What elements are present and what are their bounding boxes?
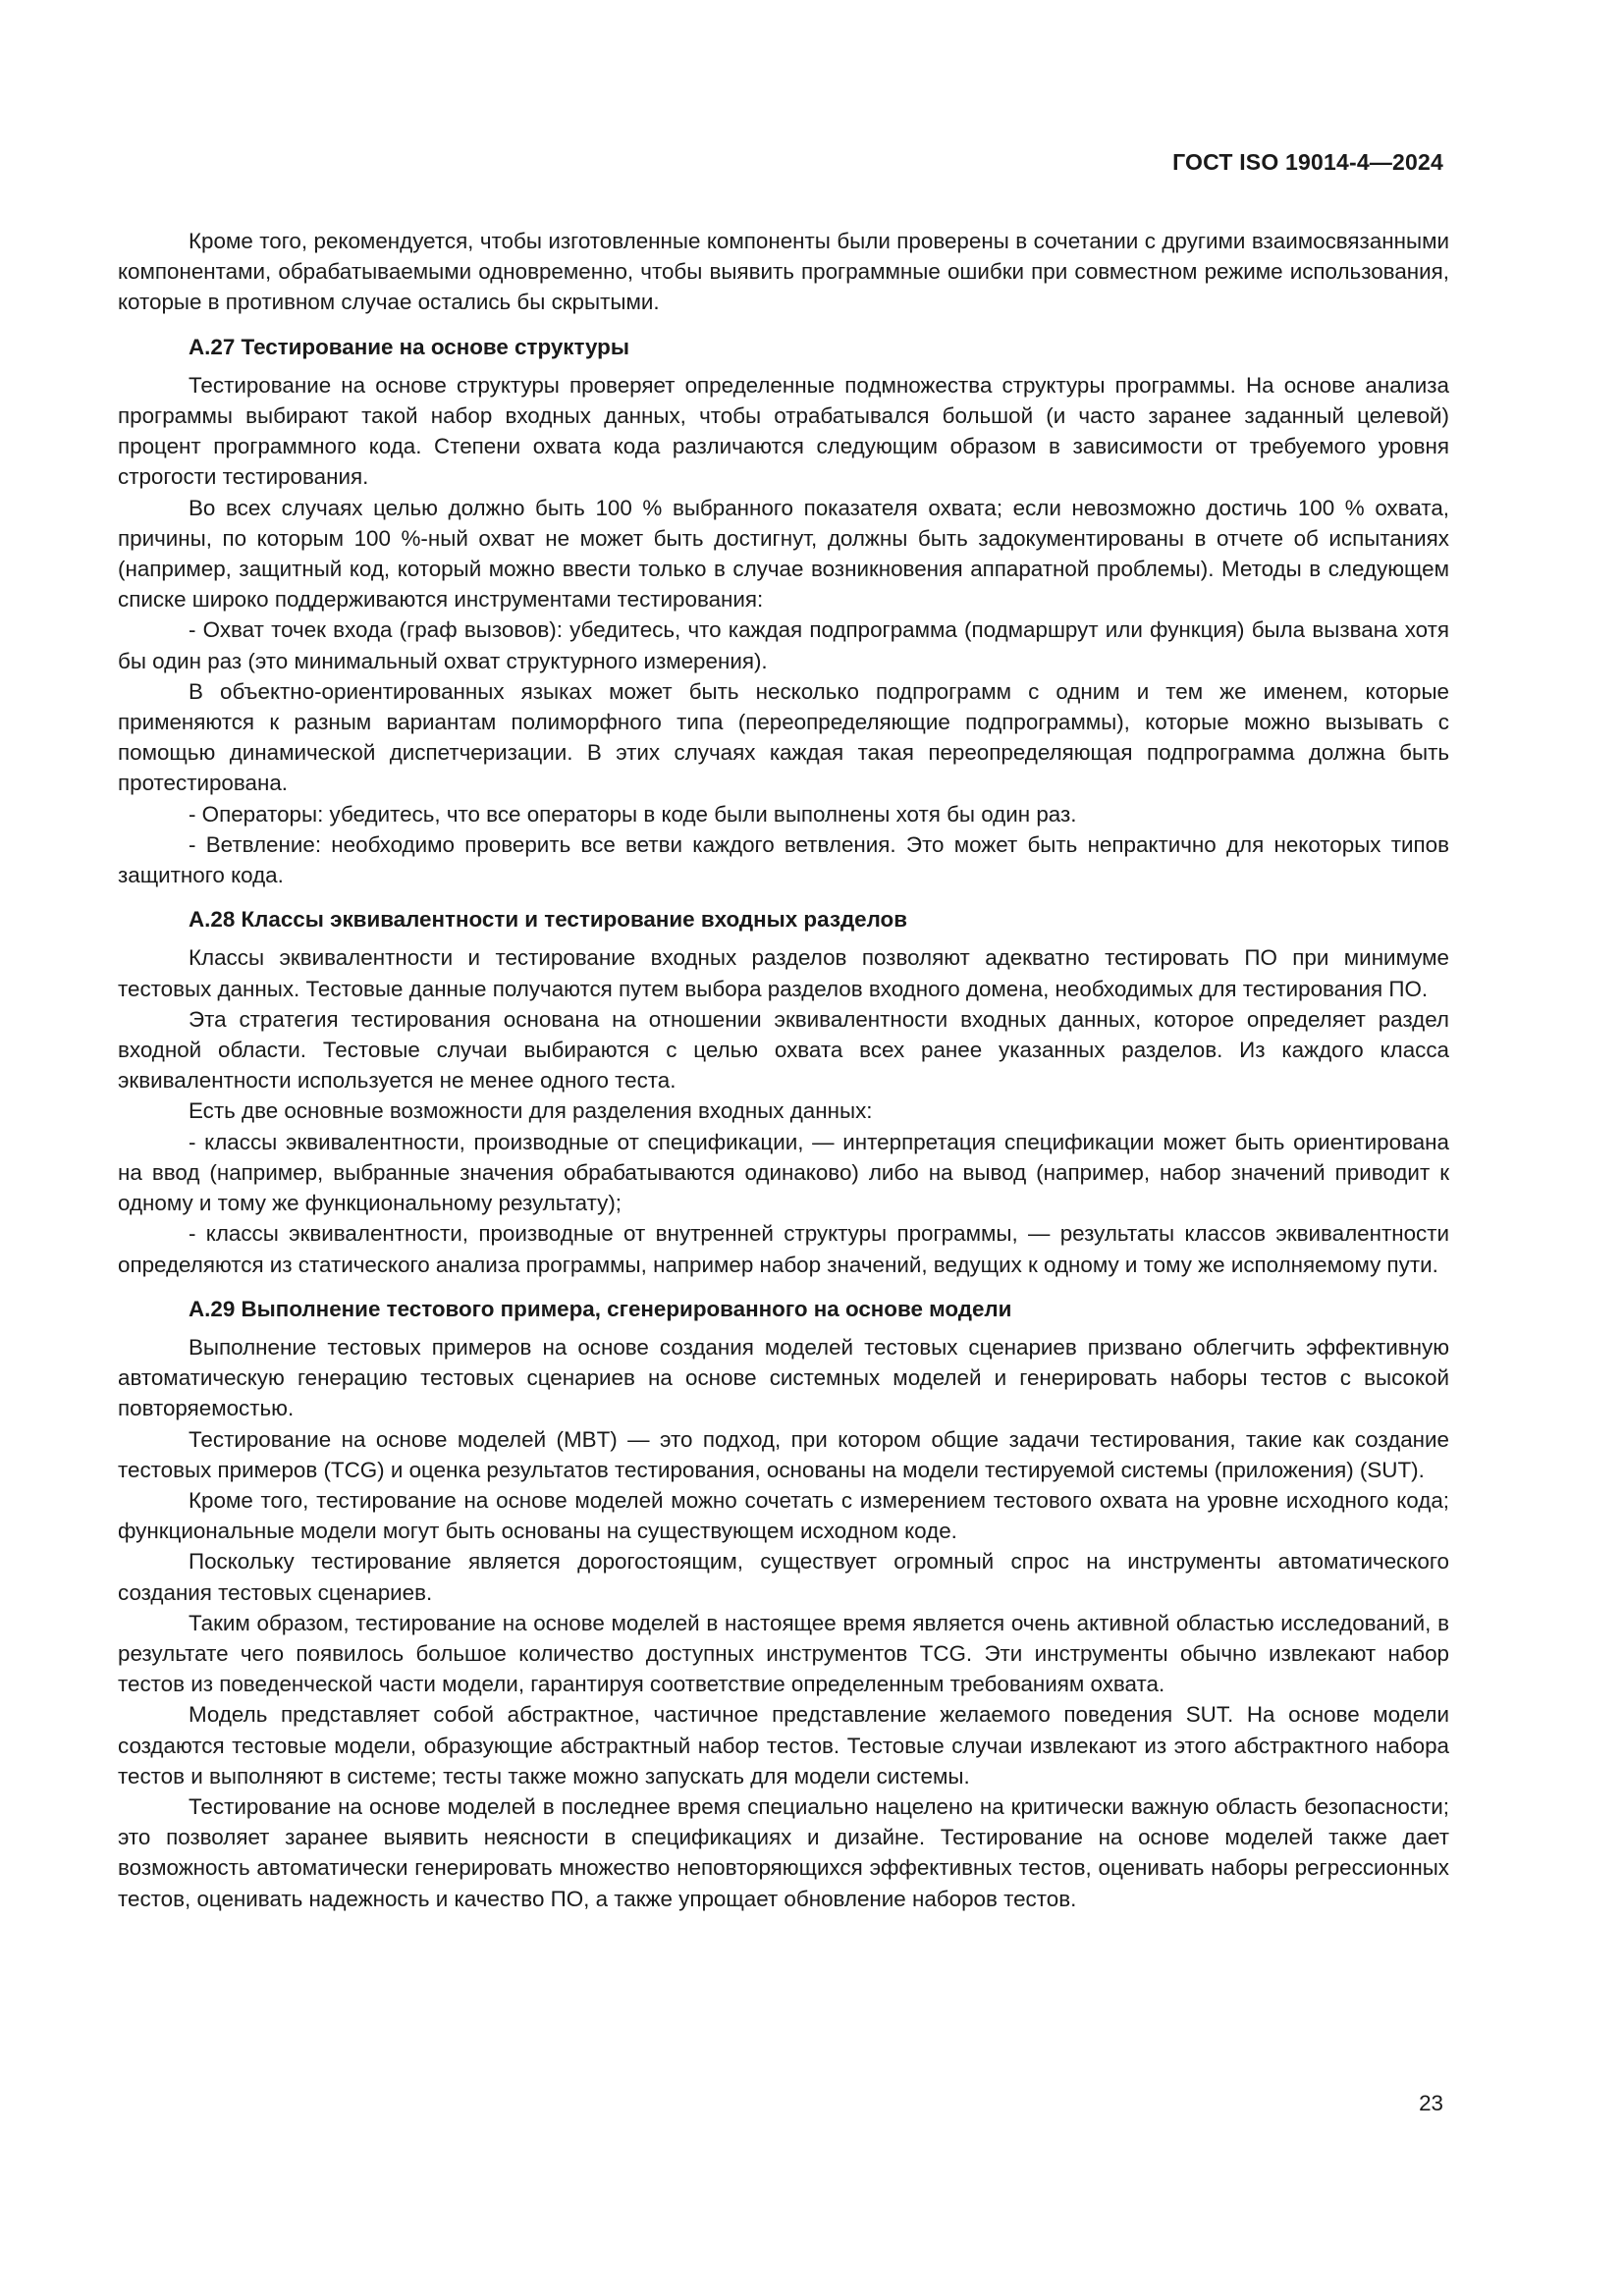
paragraph: Классы эквивалентности и тестирование входных разделов позволяют адекватно тестировать ПО при минимуме тестовых данных. Тестовые данные получаются путем выбора разделов входного домена, необходимых для тестирования ПО. [118, 945, 1449, 1001]
page-number: 23 [1419, 2091, 1443, 2115]
paragraph: Во всех случаях целью должно быть 100 % выбранного показателя охвата; если невозможно достичь 100 % охвата, причины, по которым 100 %-ный охват не может быть достигнут, должны быть задокументированы в отчете об испытаниях (например, защитный код, который можно ввести только в случае возникновения аппаратной проблемы). Методы в следующем списке широко поддерживаются инструментами тестирования: [118, 495, 1449, 613]
paragraph: В объектно-ориентированных языках может быть несколько подпрограмм с одним и тем же именем, которые применяются к разным вариантам полиморфного типа (переопределяющие подпрограммы), которые можно вызывать с помощью динамической диспетчеризации. В этих случаях каждая такая переопределяющая подпрограмма должна быть протестирована. [118, 678, 1449, 796]
list-item: - классы эквивалентности, производные от внутренней структуры программы, — результаты классов эквивалентности определяются из статического анализа программы, например набор значений, ведущих к одному и тому же исполняемому пути. [118, 1221, 1449, 1277]
section-heading-a29: А.29 Выполнение тестового примера, сгенерированного на основе модели [189, 1296, 1012, 1321]
document-header: ГОСТ ISO 19014-4—2024 [1172, 149, 1443, 175]
list-item: - классы эквивалентности, производные от спецификации, — интерпретация спецификации может быть ориентирована на ввод (например, выбранные значения обрабатываются одинаково) либо на вывод (например, набор значений приводит к одному и тому же функциональному результату); [118, 1129, 1449, 1216]
paragraph: Тестирование на основе моделей в последнее время специально нацелено на критически важную область безопасности; это позволяет заранее выявить неясности в спецификациях и дизайне. Тестирование на основе моделей также дает возможность автоматически генерировать множество неповторяющихся эффективных тестов, оценивать наборы регрессионных тестов, оценивать надежность и качество ПО, а также упрощает обновление наборов тестов. [118, 1793, 1449, 1911]
paragraph: Поскольку тестирование является дорогостоящим, существует огромный спрос на инструменты автоматического создания тестовых сценариев. [118, 1549, 1449, 1605]
list-item: - Операторы: убедитесь, что все операторы в коде были выполнены хотя бы один раз. [189, 801, 1077, 827]
paragraph: Таким образом, тестирование на основе моделей в настоящее время является очень активной областью исследований, в результате чего появилось большое количество доступных инструментов TCG. Эти инструменты обычно извлекают набор тестов из поведенческой части модели, гарантируя соответствие определенным требованиям охвата. [118, 1610, 1449, 1697]
section-heading-a27: А.27 Тестирование на основе структуры [189, 334, 629, 359]
document-body [118, 226, 1449, 1914]
paragraph: Кроме того, рекомендуется, чтобы изготовленные компоненты были проверены в сочетании с другими взаимосвязанными компонентами, обрабатываемыми одновременно, чтобы выявить программные ошибки при совместном режиме использования, которые в противном случае остались бы скрытыми. [118, 229, 1449, 315]
paragraph: Эта стратегия тестирования основана на отношении эквивалентности входных данных, которое определяет раздел входной области. Тестовые случаи выбираются с целью охвата всех ранее указанных разделов. Из каждого класса эквивалентности используется не менее одного теста. [118, 1006, 1449, 1094]
paragraph: Тестирование на основе структуры проверяет определенные подмножества структуры программы. На основе анализа программы выбирают такой набор входных данных, чтобы отрабатывался большой (и часто заранее заданный целевой) процент программного кода. Степени охвата кода различаются следующим образом в зависимости от требуемого уровня строгости тестирования. [118, 372, 1449, 490]
paragraph: Есть две основные возможности для разделения входных данных: [189, 1098, 873, 1124]
list-item: - Ветвление: необходимо проверить все ветви каждого ветвления. Это может быть непрактично для некоторых типов защитного кода. [118, 831, 1449, 888]
paragraph: Кроме того, тестирование на основе моделей можно сочетать с измерением тестового охвата на уровне исходного кода; функциональные модели могут быть основаны на существующем исходном коде. [118, 1487, 1449, 1544]
section-heading-a28: А.28 Классы эквивалентности и тестирование входных разделов [189, 907, 907, 933]
list-item: - Охват точек входа (граф вызовов): убедитесь, что каждая подпрограмма (подмаршрут или функция) была вызвана хотя бы один раз (это минимальный охват структурного измерения). [118, 617, 1449, 673]
paragraph: Выполнение тестовых примеров на основе создания моделей тестовых сценариев призвано облегчить эффективную автоматическую генерацию тестовых сценариев на основе системных моделей и генерировать наборы тестов с высокой повторяемостью. [118, 1334, 1449, 1421]
paragraph: Модель представляет собой абстрактное, частичное представление желаемого поведения SUT. На основе модели создаются тестовые модели, образующие абстрактный набор тестов. Тестовые случаи извлекают из этого абстрактного набора тестов и выполняют в системе; тесты также можно запускать для модели системы. [118, 1702, 1449, 1789]
paragraph: Тестирование на основе моделей (MBT) — это подход, при котором общие задачи тестирования, такие как создание тестовых примеров (TCG) и оценка результатов тестирования, основаны на модели тестируемой системы (приложения) (SUT). [118, 1426, 1449, 1482]
